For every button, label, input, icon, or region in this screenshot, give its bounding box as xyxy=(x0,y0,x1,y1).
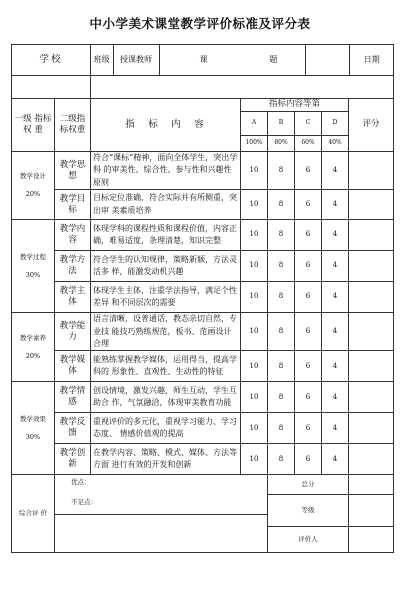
evaluator-value[interactable] xyxy=(349,527,394,553)
criterion-text: 符合学生的认知规律，策略新颖，方法灵活多 样，能激发动机兴趣 xyxy=(91,251,241,282)
grade-c-pct: 60% xyxy=(295,136,322,152)
criterion-text: 在教学内容、策略、模式、媒体、方法等方面 进行有效的开发和创新 xyxy=(91,444,241,475)
grade-header: 指标内容等第 xyxy=(241,99,349,112)
score-cell[interactable] xyxy=(349,152,394,190)
table-row: 教学主体 体现学生主体，注重学法指导，满足个性差异 和不同层次的需要 10 8 6 4 xyxy=(12,282,394,313)
score-cell[interactable] xyxy=(349,351,394,382)
criterion-text: 体现学科的课程性质和课程价值，内容正确，难易适度，条理清楚，知识完整 xyxy=(91,220,241,251)
sub-criterion: 教学创新 xyxy=(55,444,91,475)
table-row: 教学素养 20% 教学能力 语言清晰，设普通话，教态亲切自然，专业技 能技巧熟练规范，板书、范画设计合理 10 8 6 4 xyxy=(12,313,394,351)
score-cell[interactable] xyxy=(349,190,394,220)
shortcomings-field[interactable]: 不足点： xyxy=(55,495,268,515)
score-cell[interactable] xyxy=(349,220,394,251)
info-blank-row xyxy=(12,76,394,99)
total-value[interactable] xyxy=(349,475,394,495)
grade-a-pct: 100% xyxy=(241,136,268,152)
school-value[interactable] xyxy=(12,76,91,99)
group-effect: 教学效果 30% xyxy=(12,382,55,475)
sub-criterion: 教学目标 xyxy=(55,190,91,220)
date-label: 日期 xyxy=(349,45,394,75)
sub-criterion: 教学反馈 xyxy=(55,413,91,444)
grade-c: C xyxy=(295,112,322,136)
criterion-text: 体现学生主体，注重学法指导，满足个性差异 和不同层次的需要 xyxy=(91,282,241,313)
grade-d-pct: 40% xyxy=(322,136,349,152)
evaluation-table xyxy=(11,44,394,553)
evaluator-label: 评价人 xyxy=(268,527,349,553)
sub-criterion: 教学内容 xyxy=(55,220,91,251)
info-row xyxy=(12,45,394,76)
teacher-label: 授课教师 xyxy=(113,45,159,75)
group-design: 教学设计 20% xyxy=(12,152,55,220)
sub-criterion: 教学能力 xyxy=(55,313,91,351)
table-row: 教学方法 符合学生的认知规律，策略新颖，方法灵活多 样，能激发动机兴趣 10 8 6 4 xyxy=(12,251,394,282)
criterion-text: 重视评价的多元化，重视学习能力、学习态度、 情感价值观的提高 xyxy=(91,413,241,444)
table-row: 教学创新 在教学内容、策略、模式、媒体、方法等方面 进行有效的开发和创新 10 8 6 4 xyxy=(12,444,394,475)
score-cell[interactable] xyxy=(349,382,394,413)
sub-criterion: 教学方法 xyxy=(55,251,91,282)
sub-criterion: 教学情感 xyxy=(55,382,91,413)
table-row: 教学目标 目标定位准确，符合实际并有所侧重，突出审 美素质培养 10 8 6 4 xyxy=(12,190,394,220)
school-label: 学校 xyxy=(12,45,91,76)
summary-label: 综合评 价 xyxy=(12,475,55,553)
total-label: 总分 xyxy=(268,475,349,495)
grade-b: B xyxy=(268,112,295,136)
criterion-text: 语言清晰，设普通话，教态亲切自然，专业技 能技巧熟练规范，板书、范画设计合理 xyxy=(91,313,241,351)
criterion-text: 符合“课标”精神，面向全体学生，突出学科 的审美性、综合性、参与性和兴趣性原则 xyxy=(91,152,241,190)
sub-criterion: 教学媒体 xyxy=(55,351,91,382)
info-value[interactable] xyxy=(91,76,394,99)
table-row: 教学媒体 能熟练掌握教学媒体，运用得当，提高学科的 形象性、直观性、生动性的特征 10 8 6 4 xyxy=(12,351,394,382)
sub-criterion: 教学主体 xyxy=(55,282,91,313)
grade-d: D xyxy=(322,112,349,136)
page-title: 中小学美术课堂教学评价标准及评分表 xyxy=(89,16,311,31)
score-cell[interactable] xyxy=(349,413,394,444)
merits-field[interactable]: 优点： xyxy=(55,475,268,495)
grade-value[interactable] xyxy=(349,495,394,527)
level2-header: 二级指标权重 xyxy=(55,99,91,152)
score-cell[interactable] xyxy=(349,444,394,475)
table-row: 教学效果 30% 教学情感 创设情境，激发兴趣，师生互动，学生互助合 作，气氛融洽，体现审美教育功能 10 8 6 4 xyxy=(12,382,394,413)
group-process: 教学过程 30% xyxy=(12,220,55,313)
score-cell[interactable] xyxy=(349,313,394,351)
criterion-text: 目标定位准确，符合实际并有所侧重，突出审 美素质培养 xyxy=(91,190,241,220)
criterion-text: 创设情境，激发兴趣，师生互动，学生互助合 作，气氛融洽，体现审美教育功能 xyxy=(91,382,241,413)
table-row: 教学设计 20% 教学思想 符合“课标”精神，面向全体学生，突出学科 的审美性、综合性、参与性和兴趣性原则 10 8 6 4 xyxy=(12,152,394,190)
group-literacy: 教学素养 20% xyxy=(12,313,55,382)
grade-a: A xyxy=(241,112,268,136)
grade-b-pct: 80% xyxy=(268,136,295,152)
content-header: 指 标 内 容 xyxy=(91,99,241,152)
table-row: 教学反馈 重视评价的多元化，重视学习能力、学习态度、 情感价值观的提高 10 8 6 4 xyxy=(12,413,394,444)
sub-criterion: 教学思想 xyxy=(55,152,91,190)
criterion-text: 能熟练掌握教学媒体，运用得当，提高学科的 形象性、直观性、生动性的特征 xyxy=(91,351,241,382)
score-header: 评分 xyxy=(349,99,394,152)
level1-header: 一级 指标权 重 xyxy=(12,99,55,152)
class-label: 班级 xyxy=(91,45,113,75)
grade-label: 等级 xyxy=(268,495,349,527)
score-cell[interactable] xyxy=(349,282,394,313)
score-cell[interactable] xyxy=(349,251,394,282)
topic-label: 课 题 xyxy=(159,45,305,75)
table-row: 教学过程 30% 教学内容 体现学科的课程性质和课程价值，内容正确，难易适度，条理清楚，知识完整 10 8 6 4 xyxy=(12,220,394,251)
